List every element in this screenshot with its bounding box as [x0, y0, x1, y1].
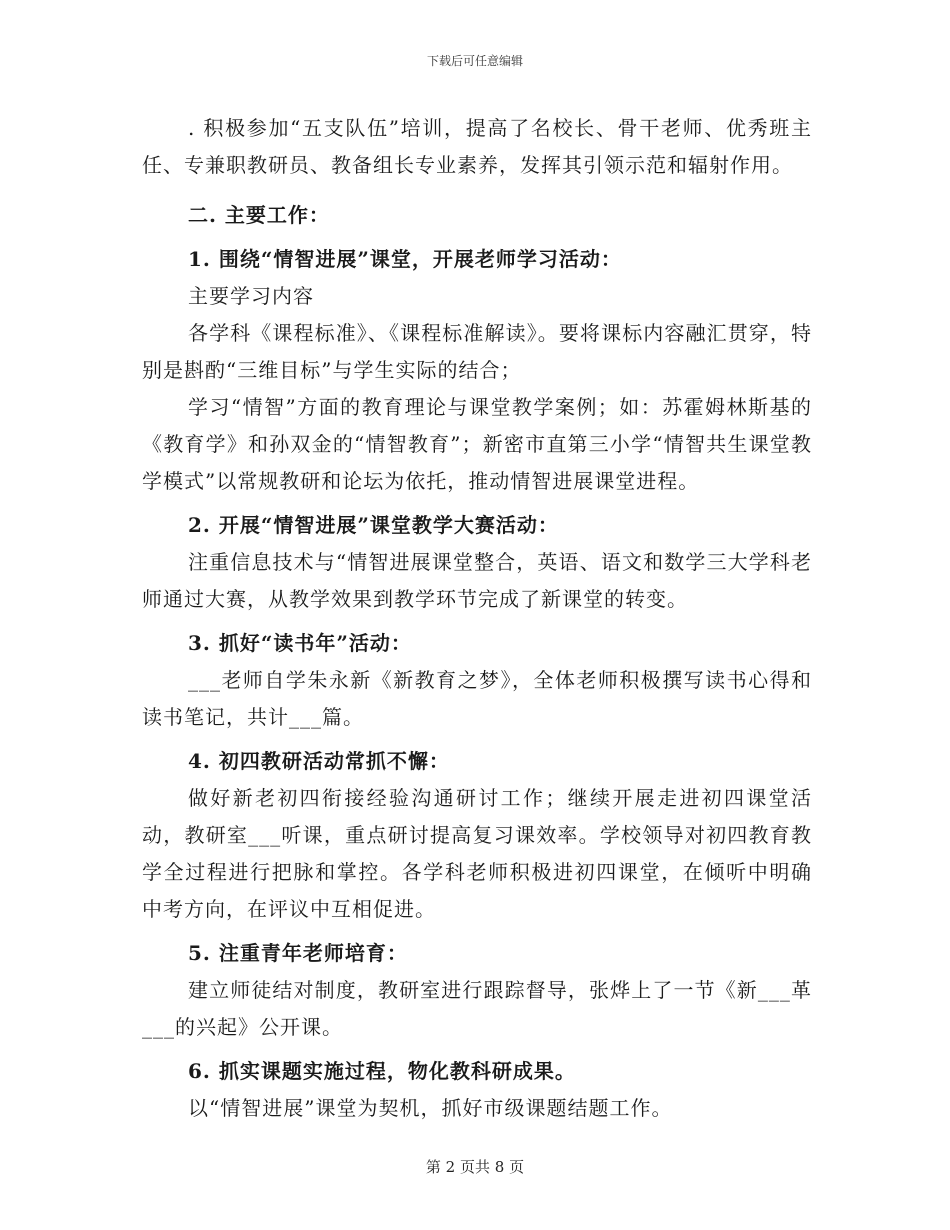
paragraph-five-teams: . 积极参加“五支队伍”培训，提高了名校长、骨干老师、优秀班主任、专兼职教研员、教备组长专业素养，发挥其引领示范和辐射作用。 — [142, 116, 812, 177]
paragraph-grade-four-work: 做好新老初四衔接经验沟通研讨工作；继续开展走进初四课堂活动，教研室___听课，重点研讨提高复习课效率。学校领导对初四教育教学全过程进行把脉和掌控。各学科老师积极进初四课堂，在倾听中明确中考方向，在评议中互相促进。 — [142, 786, 812, 921]
heading-grade-four-research: 4. 初四教研活动常抓不懈： — [188, 749, 450, 773]
document-body — [142, 110, 812, 1127]
paragraph-emotional-intelligence-theory: 学习“情智”方面的教育理论与课堂教学案例；如：苏霍姆林斯基的《教育学》和孙双金的“情智教育”；新密市直第三小学“情智共生课堂教学模式”以常规教研和论坛为依托，推动情智进展课堂进程。 — [142, 395, 812, 493]
heading-teacher-learning: 1. 围绕“情智进展”课堂，开展老师学习活动： — [188, 247, 622, 271]
paragraph-city-project: 以“情智进展”课堂为契机，抓好市级课题结题工作。 — [188, 1096, 673, 1120]
heading-young-teachers: 5. 注重青年老师培育： — [188, 941, 408, 965]
paragraph-it-integration: 注重信息技术与“情智进展课堂整合，英语、语文和数学三大学科老师通过大赛，从教学效果到教学环节完成了新课堂的转变。 — [142, 550, 812, 611]
heading-research-projects: 6. 抓实课题实施过程，物化教科研成果。 — [188, 1059, 576, 1083]
paragraph-curriculum-standards: 各学科《课程标准》、《课程标准解读》。要将课标内容融汇贯穿，特别是斟酌“三维目标”与学生实际的结合； — [142, 321, 812, 382]
paragraph-learning-content-title: 主要学习内容 — [188, 284, 314, 308]
page-header: 下载后可任意编辑 — [426, 54, 523, 68]
section-heading-main-work: 二. 主要工作： — [188, 203, 330, 227]
paragraph-mentorship: 建立师徒结对制度，教研室进行跟踪督导，张烨上了一节《新___革___的兴起》公开课。 — [142, 978, 812, 1039]
heading-reading-year: 3. 抓好“读书年”活动： — [188, 631, 412, 655]
heading-teaching-contest: 2. 开展“情智进展”课堂教学大赛活动： — [188, 513, 559, 537]
paragraph-reading-notes: ___老师自学朱永新《新教育之梦》，全体老师积极撰写读书心得和读书笔记，共计___篇。 — [142, 668, 812, 729]
page-footer: 第 2 页共 8 页 — [425, 1158, 525, 1176]
